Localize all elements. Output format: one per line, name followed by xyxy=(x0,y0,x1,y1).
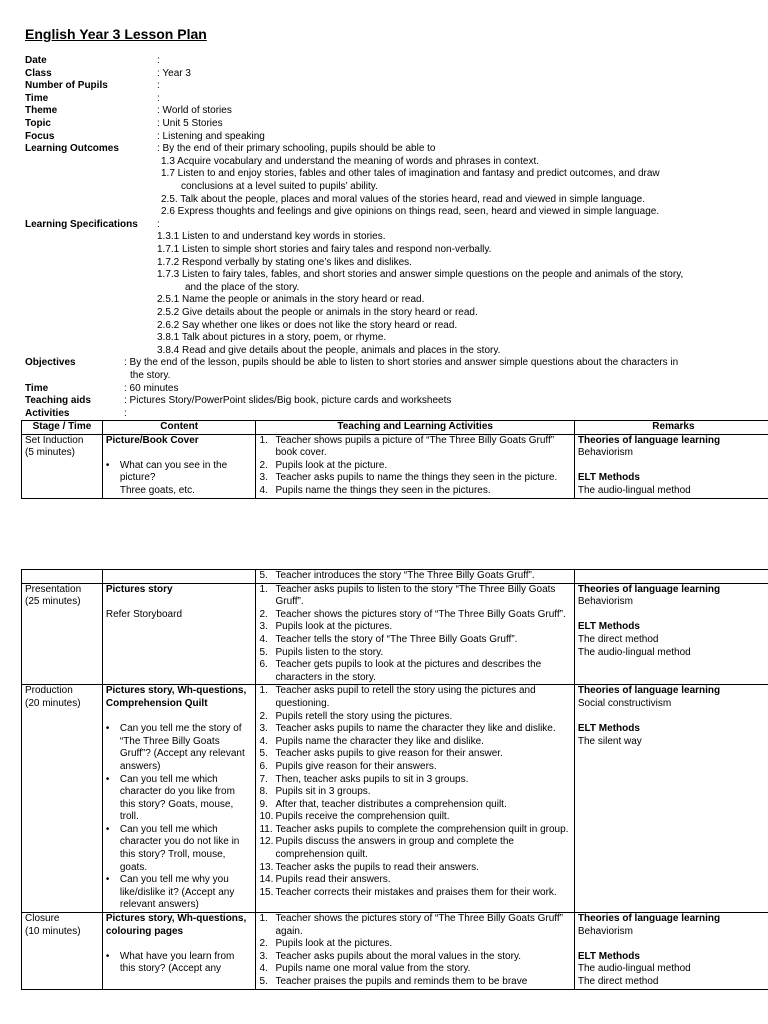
list-item: 8. Pupils sit in 3 groups. xyxy=(259,786,371,798)
answer-line: Three goats, etc. xyxy=(119,484,195,496)
list-item: 2. Pupils look at the picture. xyxy=(259,459,388,471)
field-label-date: Date xyxy=(25,55,47,66)
field-label-theme: Theme xyxy=(25,105,58,117)
outcome-item: 2.5. Talk about the people, places and moral values of the stories heard, read and viewed in simple language. xyxy=(161,193,646,205)
remarks-value: Behaviorism xyxy=(577,596,633,608)
spec-item: 3.8.1 Talk about pictures in a story, poem, or rhyme. xyxy=(157,332,387,344)
remarks-cell xyxy=(574,685,768,913)
list-item: 9. After that, teacher distributes a comprehension quilt. xyxy=(259,798,507,810)
outcome-item: 1.7 Listen to and enjoy stories, fables and other tales of imagination and fantasy and predict outcomes, and draw xyxy=(161,168,660,180)
list-item: 6. Teacher gets pupils to look at the pictures and describes the characters in the story. xyxy=(259,659,542,683)
list-item: 1. Teacher asks pupils to listen to the story “The Three Billy Goats Gruff”. xyxy=(259,583,556,608)
table-row-set-induction xyxy=(22,434,768,498)
table-header-row xyxy=(22,421,768,435)
list-item: 5. Teacher introduces the story “The Three Billy Goats Gruff”. xyxy=(259,570,535,581)
remarks-value: Behaviorism xyxy=(577,447,633,459)
field-label-activities: Activities xyxy=(25,407,70,419)
content-title: Pictures story, Wh-questions, Comprehension Quilt xyxy=(105,685,247,709)
question-list xyxy=(106,951,253,976)
content-cell xyxy=(102,583,256,685)
spec-item: 2.5.2 Give details about the people or animals in the story heard or read. xyxy=(157,307,478,318)
field-value-learning-specifications: : xyxy=(157,218,160,230)
remarks-value: The audio-lingual method xyxy=(577,646,691,658)
stage-time: (20 minutes) xyxy=(25,697,81,709)
remarks-value: Social constructivism xyxy=(577,697,672,709)
remarks-heading: Theories of language learning xyxy=(577,583,721,595)
list-item: • Can you tell me the story of “The Three Billy Goats Gruff”? (Accept any relevant answers) xyxy=(105,723,245,772)
table-row-production xyxy=(22,685,768,913)
content-cell xyxy=(102,913,256,990)
field-label-learning-specifications: Learning Specifications xyxy=(25,218,138,230)
activities-cell xyxy=(256,685,574,913)
stage-time: (25 minutes) xyxy=(25,596,81,608)
remarks-value: The audio-lingual method xyxy=(577,484,691,496)
stage-cell xyxy=(22,434,103,498)
remarks-heading: ELT Methods xyxy=(577,472,640,484)
list-item: 15. Teacher corrects their mistakes and praises them for their work. xyxy=(259,886,557,898)
field-value-teaching-aids: : Pictures Story/PowerPoint slides/Big book, picture cards and worksheets xyxy=(124,395,452,407)
list-item: 11. Teacher asks pupils to complete the comprehension quilt in group. xyxy=(259,823,569,835)
spec-item: 1.7.1 Listen to simple short stories and fairy tales and respond non-verbally. xyxy=(157,244,492,255)
header-content: Content xyxy=(102,421,256,435)
activity-list xyxy=(259,435,570,498)
remarks-heading: ELT Methods xyxy=(577,950,640,962)
activity-list xyxy=(259,584,570,685)
field-value-topic: : Unit 5 Stories xyxy=(157,118,223,129)
remarks-value: The direct method xyxy=(577,633,659,645)
field-label-class: Class xyxy=(25,67,52,79)
stage-time: (10 minutes) xyxy=(25,925,81,937)
list-item: 5. Pupils listen to the story. xyxy=(259,646,384,658)
remarks-cell xyxy=(574,913,768,990)
field-value-learning-outcomes: : By the end of their primary schooling, pupils should be able to xyxy=(157,143,436,155)
list-item: • What have you learn from this story? (Accept any xyxy=(105,950,235,975)
spec-item: 1.3.1 Listen to and understand key words in stories. xyxy=(157,231,386,243)
content-cell xyxy=(102,685,256,913)
remarks-value: The silent way xyxy=(577,735,642,747)
activities-cell xyxy=(256,570,574,584)
stage-name: Set Induction xyxy=(25,434,84,446)
remarks-value: The audio-lingual method xyxy=(577,963,691,975)
field-label-teaching-aids: Teaching aids xyxy=(25,395,91,407)
list-item: 6. Pupils give reason for their answers. xyxy=(259,760,437,772)
field-value-number-of-pupils: : xyxy=(157,80,160,92)
list-item: 1. Teacher shows pupils a picture of “The Three Billy Goats Gruff” book cover. xyxy=(259,434,555,459)
field-value-objectives-cont: the story. xyxy=(130,370,171,381)
question-list xyxy=(106,460,253,485)
spec-item: 1.7.3 Listen to fairy tales, fables, and short stories and answer simple questions on the people and animals of the story, xyxy=(157,269,684,281)
list-item: 13. Teacher asks the pupils to read their answers. xyxy=(259,861,479,873)
list-item: 3. Pupils look at the pictures. xyxy=(259,621,393,633)
field-value-objectives: : By the end of the lesson, pupils should be able to listen to short stories and answer simple questions about the characters in xyxy=(124,357,679,369)
field-value-class: : Year 3 xyxy=(157,67,191,79)
field-label-number-of-pupils: Number of Pupils xyxy=(25,80,108,92)
spec-item: and the place of the story. xyxy=(185,281,300,293)
remarks-heading: ELT Methods xyxy=(577,723,640,735)
outcome-item: 1.3 Acquire vocabulary and understand the meaning of words and phrases in context. xyxy=(161,155,540,167)
list-item: 5. Teacher asks pupils to give reason for their answer. xyxy=(259,748,503,760)
list-item: 1. Teacher shows the pictures story of “The Three Billy Goats Gruff” again. xyxy=(259,913,564,937)
list-item: 4. Pupils name one moral value from the story. xyxy=(259,963,471,975)
list-item: 2. Pupils look at the pictures. xyxy=(259,938,393,950)
stage-cell xyxy=(22,913,103,990)
field-label-time: Time xyxy=(25,92,49,104)
activities-cell xyxy=(256,583,574,685)
list-item: 3. Teacher asks pupils to name the character they like and dislike. xyxy=(259,723,556,735)
page-title: English Year 3 Lesson Plan xyxy=(25,26,207,42)
content-title: Picture/Book Cover xyxy=(105,434,199,446)
content-title: Pictures story xyxy=(105,583,173,595)
stage-name: Presentation xyxy=(25,583,82,595)
activity-list xyxy=(259,913,570,989)
stage-name: Closure xyxy=(25,913,60,925)
field-value-activities: : xyxy=(124,407,127,419)
list-item: 1. Teacher asks pupil to retell the story using the pictures and questioning. xyxy=(259,685,536,709)
list-item: • Can you tell me which character you do not like in this story? Troll, mouse, goats. xyxy=(105,823,240,873)
remarks-value: The direct method xyxy=(577,976,659,987)
remarks-value: Behaviorism xyxy=(577,925,633,937)
field-value-time-2: : 60 minutes xyxy=(124,382,179,394)
field-value-date: : xyxy=(157,55,160,66)
stage-time: (5 minutes) xyxy=(25,447,76,459)
remarks-heading: Theories of language learning xyxy=(577,913,721,925)
spec-item: 3.8.4 Read and give details about the people, animals and places in the story. xyxy=(157,344,501,356)
remarks-cell xyxy=(574,583,768,685)
list-item: 4. Pupils name the character they like and dislike. xyxy=(259,735,484,747)
lesson-table-2 xyxy=(21,569,768,990)
activities-cell xyxy=(256,913,574,990)
field-label-time-2: Time xyxy=(25,382,49,394)
lesson-table-1 xyxy=(21,420,768,499)
field-label-learning-outcomes: Learning Outcomes xyxy=(25,143,119,155)
field-value-time: : xyxy=(157,92,160,104)
list-item: • Can you tell me which character do you like from this story? Goats, mouse, troll. xyxy=(105,773,235,823)
activity-list xyxy=(259,570,570,583)
list-item: 3. Teacher asks pupils to name the things they seen in the picture. xyxy=(259,472,558,484)
spec-item: 1.7.2 Respond verbally by stating one’s likes and dislikes. xyxy=(157,256,412,268)
list-item: 14. Pupils read their answers. xyxy=(259,874,391,886)
header-stage-time: Stage / Time xyxy=(22,421,103,435)
list-item: 2. Pupils retell the story using the pictures. xyxy=(259,710,453,722)
list-item: 12. Pupils discuss the answers in group and complete the comprehension quilt. xyxy=(259,836,514,861)
activity-list xyxy=(259,685,570,899)
stage-cell xyxy=(22,685,103,913)
remarks-heading: Theories of language learning xyxy=(577,434,721,446)
list-item: 4. Teacher tells the story of “The Three Billy Goats Gruff”. xyxy=(259,633,518,645)
list-item: 3. Teacher asks pupils about the moral values in the story. xyxy=(259,950,521,962)
stage-cell xyxy=(22,583,103,685)
list-item: 10. Pupils receive the comprehension quilt. xyxy=(259,811,450,823)
content-title: Pictures story, Wh-questions, colouring pages xyxy=(105,913,247,937)
list-item: • Can you tell me why you like/dislike it? (Accept any relevant answers) xyxy=(105,874,235,911)
spec-item: 2.5.1 Name the people or animals in the story heard or read. xyxy=(157,294,425,306)
header-activities: Teaching and Learning Activities xyxy=(256,421,574,435)
list-item: • What can you see in the picture? xyxy=(105,459,228,484)
remarks-cell xyxy=(574,434,768,498)
spec-item: 2.6.2 Say whether one likes or does not like the story heard or read. xyxy=(157,319,458,331)
list-item: 7. Then, teacher asks pupils to sit in 3 groups. xyxy=(259,773,469,785)
stage-name: Production xyxy=(25,685,73,697)
list-item: 2. Teacher shows the pictures story of “The Three Billy Goats Gruff”. xyxy=(259,608,566,620)
field-label-topic: Topic xyxy=(25,118,51,129)
content-note: Refer Storyboard xyxy=(105,608,183,620)
table-row-presentation xyxy=(22,583,768,685)
field-label-objectives: Objectives xyxy=(25,357,76,369)
list-item: 4. Pupils name the things they seen in the pictures. xyxy=(259,484,491,496)
outcome-item: 2.6 Express thoughts and feelings and give opinions on things read, seen, heard and viewed in simple language. xyxy=(161,206,660,218)
content-cell xyxy=(102,434,256,498)
table-row-continued xyxy=(22,570,768,584)
table-row-closure xyxy=(22,913,768,990)
outcome-item: conclusions at a level suited to pupils’ ability. xyxy=(181,181,378,192)
remarks-heading: ELT Methods xyxy=(577,621,640,633)
header-remarks: Remarks xyxy=(574,421,768,435)
field-value-focus: : Listening and speaking xyxy=(157,130,265,142)
list-item: 5. Teacher praises the pupils and reminds them to be brave xyxy=(259,976,528,987)
field-label-focus: Focus xyxy=(25,130,55,142)
question-list xyxy=(106,723,253,912)
activities-cell xyxy=(256,434,574,498)
field-value-theme: : World of stories xyxy=(157,105,232,117)
remarks-heading: Theories of language learning xyxy=(577,685,721,697)
